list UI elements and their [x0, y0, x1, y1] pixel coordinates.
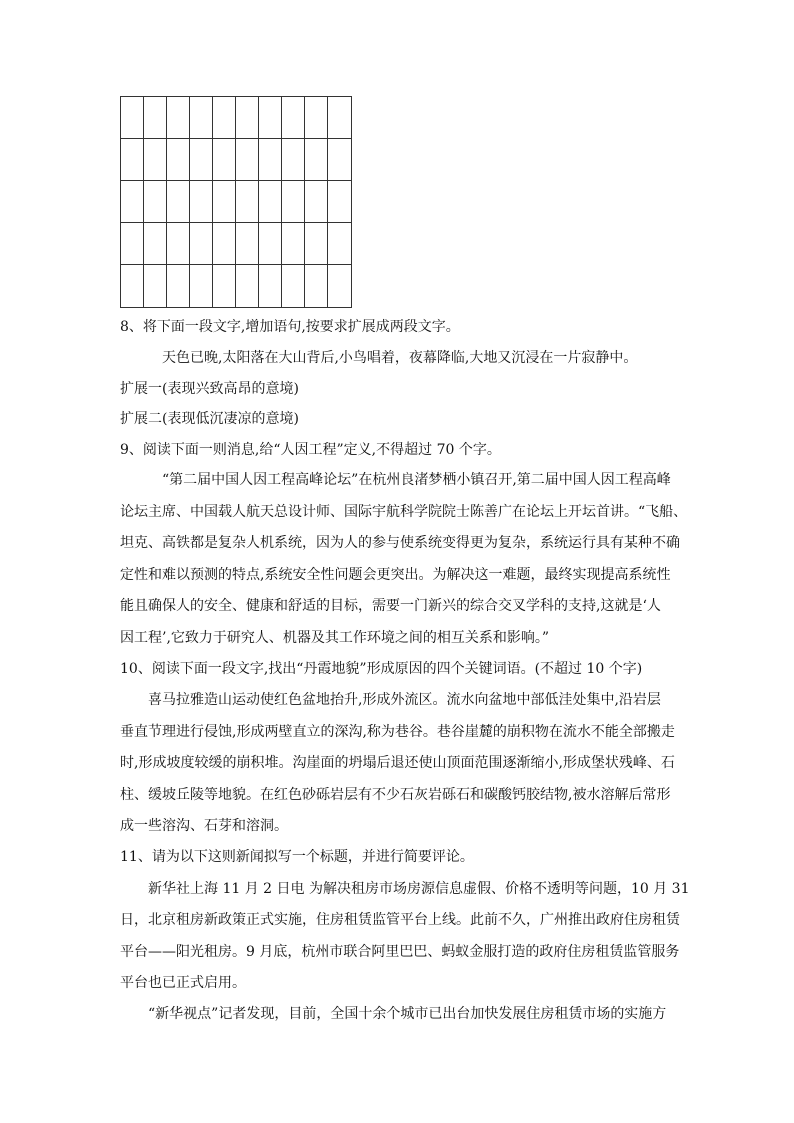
grid-cell — [190, 181, 213, 223]
grid-cell — [213, 97, 236, 139]
grid-cell — [282, 265, 305, 307]
grid-cell — [213, 265, 236, 307]
grid-cell — [259, 139, 282, 181]
grid-cell — [167, 223, 190, 265]
text-line: 平台也已正式启用。 — [120, 975, 246, 991]
text-line: “新华视点”记者发现，目前，全国十余个城市已出台加快发展住房租赁市场的实施方 — [148, 1006, 667, 1022]
grid-cell — [305, 97, 328, 139]
answer-grid — [120, 96, 352, 308]
grid-cell — [190, 97, 213, 139]
text-line: 扩展二(表现低沉凄凉的意境) — [120, 411, 299, 427]
grid-cell — [328, 139, 351, 181]
grid-cell — [190, 265, 213, 307]
text-line: 柱、缓坡丘陵等地貌。在红色砂砾岩层有不少石灰岩砾石和碳酸钙胶结物,被水溶解后常形 — [120, 787, 671, 803]
text-line: 日，北京租房新政策正式实施，住房租赁监管平台上线。此前不久，广州推出政府住房租赁 — [120, 912, 680, 928]
grid-cell — [167, 265, 190, 307]
grid-cell — [144, 97, 167, 139]
text-line: 新华社上海 11 月 2 日电 为解决租房市场房源信息虚假、价格不透明等问题，10 月 31 — [148, 881, 690, 897]
grid-cell — [282, 139, 305, 181]
text-line: 垂直节理进行侵蚀,形成两壁直立的深沟,称为巷谷。巷谷崖麓的崩积物在流水不能全部搬走 — [120, 724, 675, 740]
grid-cell — [259, 223, 282, 265]
grid-cell — [282, 97, 305, 139]
grid-cell — [121, 265, 144, 307]
grid-cell — [236, 181, 259, 223]
text-line: 10、阅读下面一段文字,找出“丹霞地貌”形成原因的四个关键词语。(不超过 10 个字) — [120, 661, 643, 677]
text-line: 论坛主席、中国载人航天总设计师、国际宇航科学院院士陈善广在论坛上开坛首讲。“飞船、 — [120, 504, 688, 520]
grid-cell — [236, 223, 259, 265]
grid-cell — [305, 265, 328, 307]
grid-cell — [144, 223, 167, 265]
grid-cell — [213, 139, 236, 181]
grid-cell — [144, 181, 167, 223]
text-line: 平台——阳光租房。9 月底，杭州市联合阿里巴巴、蚂蚁金服打造的政府住房租赁监管服务 — [120, 944, 680, 960]
grid-cell — [305, 181, 328, 223]
text-line: 成一些溶沟、石芽和溶洞。 — [120, 818, 288, 834]
grid-cell — [167, 97, 190, 139]
text-line: 定性和难以预测的特点,系统安全性问题会更突出。为解决这一难题，最终实现提高系统性 — [120, 567, 671, 583]
grid-cell — [259, 181, 282, 223]
text-line: 天色已晚,太阳落在大山背后,小鸟唱着，夜幕降临,大地又沉浸在一片寂静中。 — [162, 350, 638, 366]
grid-cell — [213, 181, 236, 223]
grid-cell — [282, 223, 305, 265]
grid-cell — [328, 181, 351, 223]
text-line: 9、阅读下面一则消息,给“人因工程”定义,不得超过 70 个字。 — [120, 442, 501, 458]
grid-cell — [121, 139, 144, 181]
grid-cell — [190, 223, 213, 265]
grid-cell — [236, 97, 259, 139]
grid-cell — [121, 181, 144, 223]
grid-cell — [213, 223, 236, 265]
grid-cell — [121, 97, 144, 139]
grid-cell — [328, 265, 351, 307]
text-line: 因工程’,它致力于研究人、机器及其工作环境之间的相互关系和影响。” — [120, 630, 550, 646]
grid-cell — [121, 223, 144, 265]
text-line: 坦克、高铁都是复杂人机系统，因为人的参与使系统变得更为复杂，系统运行具有某种不确 — [120, 535, 680, 551]
text-line: 8、将下面一段文字,增加语句,按要求扩展成两段文字。 — [120, 319, 460, 335]
grid-cell — [190, 139, 213, 181]
grid-cell — [328, 223, 351, 265]
grid-cell — [167, 181, 190, 223]
grid-cell — [328, 97, 351, 139]
grid-cell — [259, 97, 282, 139]
grid-cell — [305, 139, 328, 181]
text-line: 能且确保人的安全、健康和舒适的目标，需要一门新兴的综合交叉学科的支持,这就是‘人 — [120, 598, 661, 614]
grid-cell — [236, 265, 259, 307]
text-line: 11、请为以下这则新闻拟写一个标题，并进行简要评论。 — [120, 849, 474, 865]
text-line: “第二届中国人因工程高峰论坛”在杭州良渚梦栖小镇召开,第二届中国人因工程高峰 — [162, 472, 671, 488]
grid-cell — [144, 265, 167, 307]
grid-cell — [259, 265, 282, 307]
grid-cell — [144, 139, 167, 181]
grid-cell — [167, 139, 190, 181]
grid-cell — [305, 223, 328, 265]
text-line: 喜马拉雅造山运动使红色盆地抬升,形成外流区。流水向盆地中部低洼处集中,沿岩层 — [148, 692, 661, 708]
grid-cell — [282, 181, 305, 223]
text-line: 时,形成坡度较缓的崩积堆。沟崖面的坍塌后退还使山顶面范围逐渐缩小,形成堡状残峰、石 — [120, 755, 675, 771]
text-line: 扩展一(表现兴致高昂的意境) — [120, 381, 299, 397]
grid-cell — [236, 139, 259, 181]
